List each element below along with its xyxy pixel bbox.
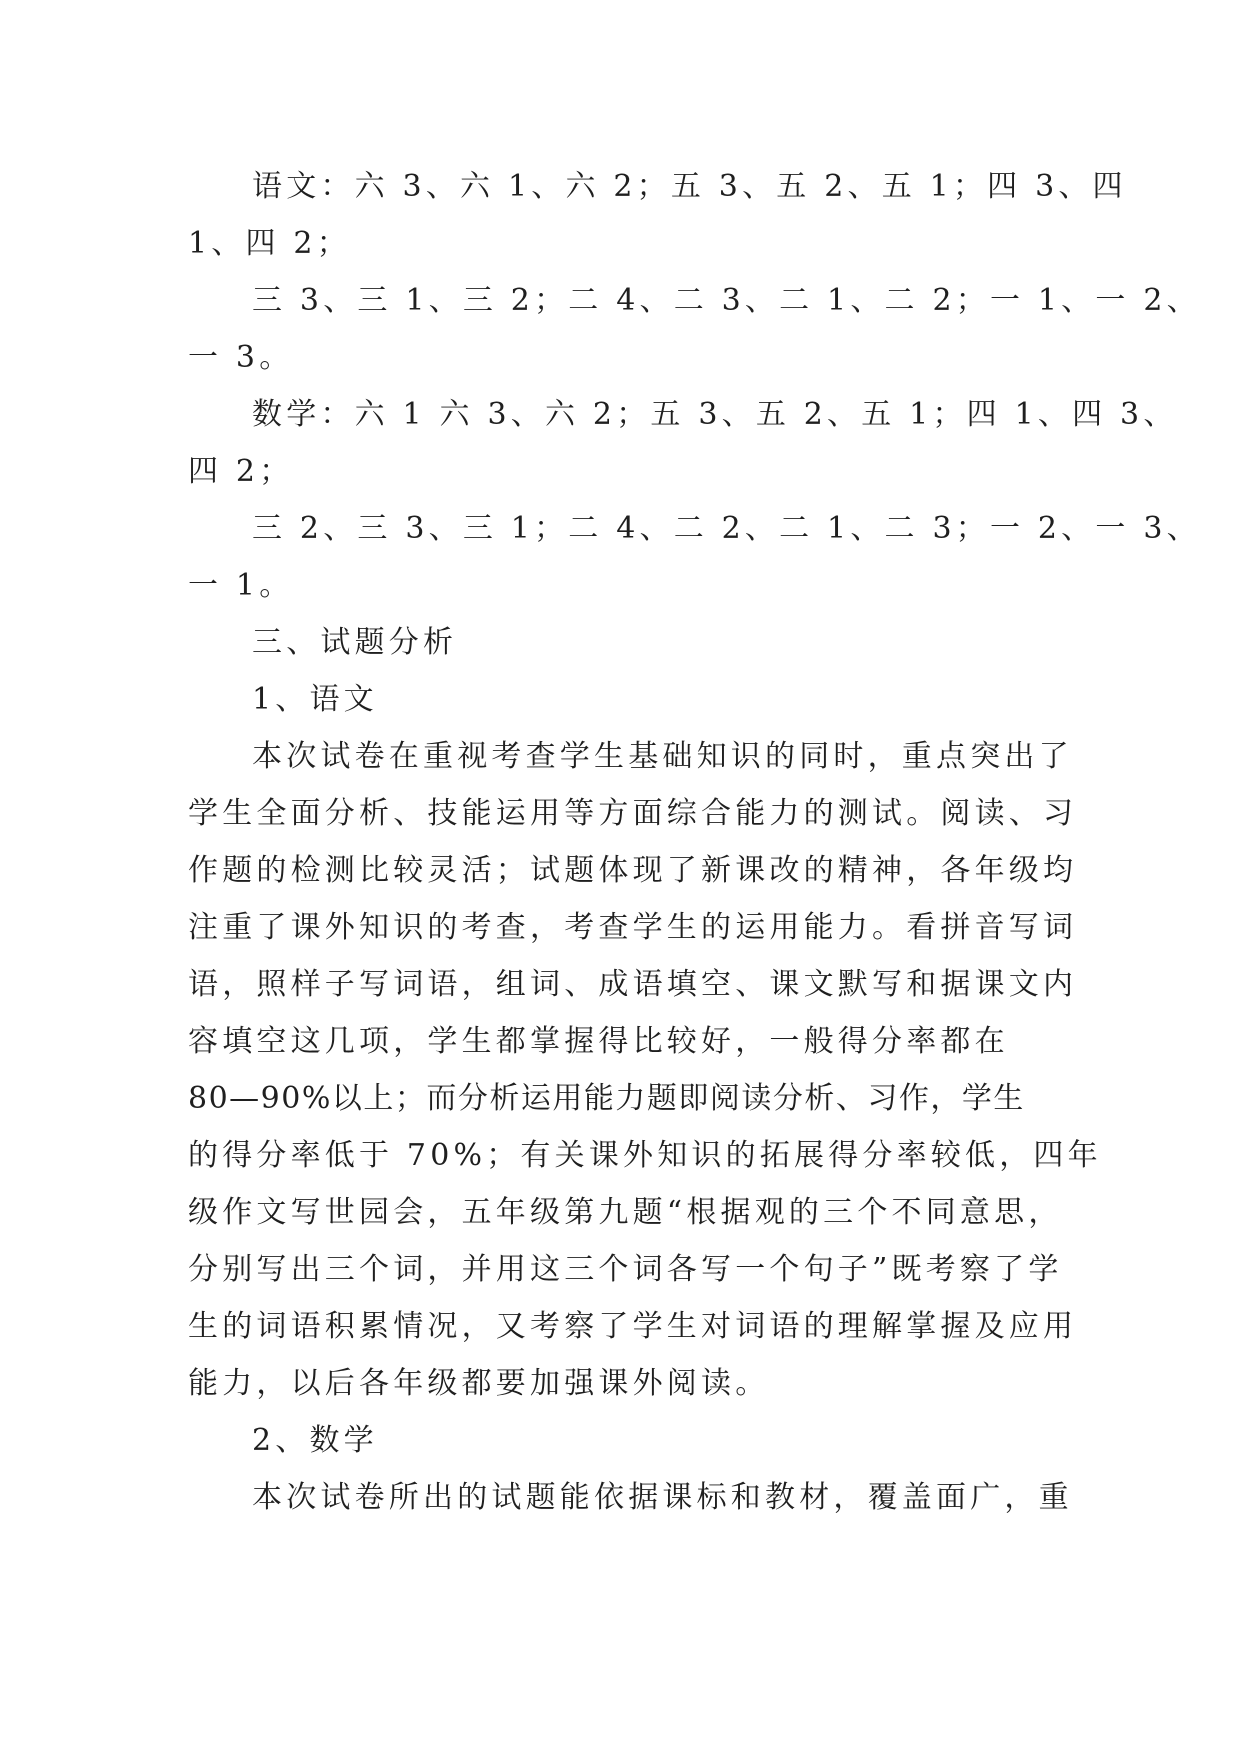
subheading-math: 2、数学	[252, 1423, 378, 1458]
math-ranking-line-3: 三 2、三 3、三 1；二 4、二 2、二 1、二 3；一 2、一 3、	[252, 511, 1201, 546]
math-analysis-paragraph	[188, 1469, 1073, 1526]
chinese-analysis-line: 语，照样子写词语，组词、成语填空、课文默写和据课文内	[188, 967, 1078, 1002]
chinese-analysis-line: 注重了课外知识的考查，考查学生的运用能力。看拼音写词	[188, 910, 1078, 945]
chinese-analysis-line: 级作文写世园会，五年级第九题“根据观的三个不同意思，	[188, 1195, 1063, 1230]
chinese-analysis-line: 生的词语积累情况，又考察了学生对词语的理解掌握及应用	[188, 1309, 1078, 1344]
section-heading-test-analysis: 三、试题分析	[252, 625, 458, 660]
chinese-ranking-line-3: 三 3、三 1、三 2；二 4、二 3、二 1、二 2；一 1、一 2、	[252, 283, 1201, 318]
chinese-ranking-line-4: 一 3。	[188, 340, 294, 375]
chinese-analysis-line: 能力，以后各年级都要加强课外阅读。	[188, 1366, 770, 1401]
math-score-ranking	[188, 386, 1178, 500]
chinese-analysis-line: 80—90%以上；而分析运用能力题即阅读分析、习作，学生	[188, 1081, 1025, 1116]
chinese-analysis-line: 容填空这几项，学生都掌握得比较好，一般得分率都在	[188, 1024, 1009, 1059]
math-ranking-line-1: 数学：六 1 六 3、六 2；五 3、五 2、五 1；四 1、四 3、	[252, 397, 1178, 432]
math-analysis-line: 本次试卷所出的试题能依据课标和教材，覆盖面广，重	[252, 1480, 1073, 1515]
subheading-chinese: 1、语文	[252, 682, 378, 717]
math-score-ranking-lower	[188, 500, 1201, 614]
chinese-score-ranking-lower	[188, 272, 1201, 386]
chinese-analysis-line: 作题的检测比较灵活；试题体现了新课改的精神，各年级均	[188, 853, 1078, 888]
chinese-analysis-line: 分别写出三个词，并用这三个词各写一个句子”既考察了学	[188, 1252, 1063, 1287]
chinese-ranking-line-1: 语文：六 3、六 1、六 2；五 3、五 2、五 1；四 3、四	[252, 169, 1127, 204]
document-body	[188, 158, 1201, 1526]
math-ranking-line-2: 四 2；	[188, 454, 294, 489]
math-ranking-line-4: 一 1。	[188, 568, 294, 603]
chinese-ranking-line-2: 1、四 2；	[188, 226, 351, 261]
chinese-score-ranking	[188, 158, 1127, 272]
chinese-analysis-line: 本次试卷在重视考查学生基础知识的同时，重点突出了	[252, 739, 1073, 774]
chinese-analysis-line: 学生全面分析、技能运用等方面综合能力的测试。阅读、习	[188, 796, 1078, 831]
chinese-analysis-paragraph	[188, 728, 1102, 1412]
chinese-analysis-line: 的得分率低于 70%；有关课外知识的拓展得分率较低，四年	[188, 1138, 1102, 1173]
